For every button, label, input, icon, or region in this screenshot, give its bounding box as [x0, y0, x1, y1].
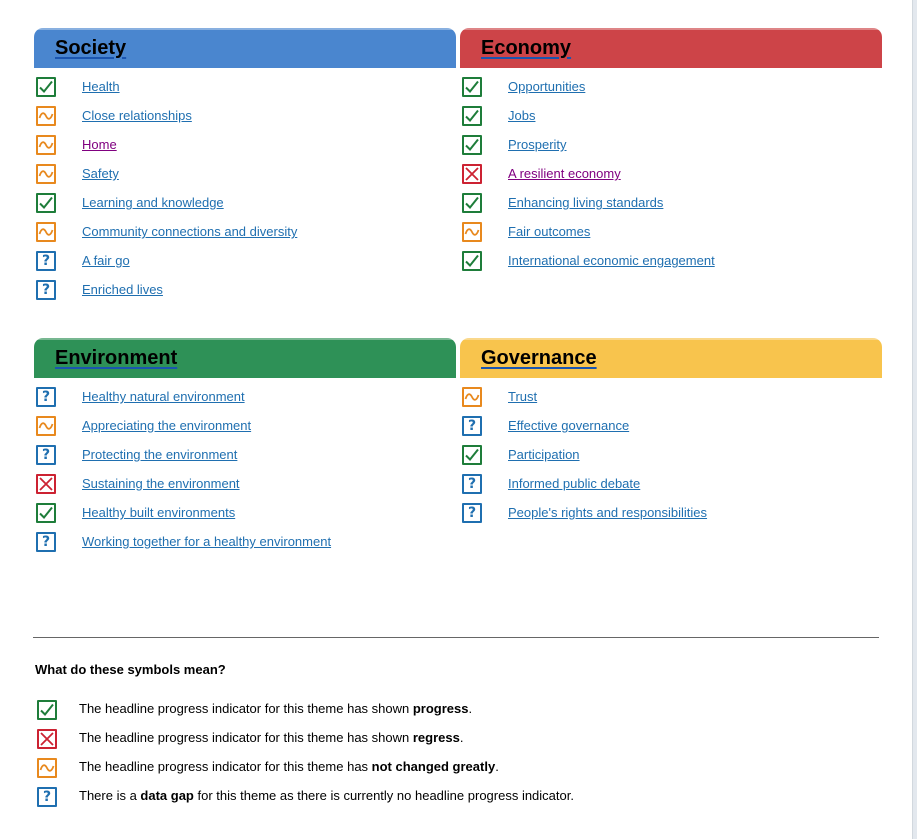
theme-list-economy — [460, 68, 882, 279]
theme-link[interactable]: Enriched lives — [82, 282, 163, 297]
legend-row-progress — [35, 699, 735, 728]
theme-link[interactable]: A fair go — [82, 253, 130, 268]
window-edge — [912, 0, 917, 839]
check-icon — [462, 77, 482, 97]
panel-environment — [34, 338, 456, 560]
theme-item — [34, 473, 456, 502]
theme-list-society — [34, 68, 456, 308]
panel-title-society[interactable]: Society — [55, 37, 127, 59]
theme-item — [460, 192, 882, 221]
panel-title-economy[interactable]: Economy — [481, 37, 572, 59]
theme-item — [460, 386, 882, 415]
panel-governance — [460, 338, 882, 531]
check-icon — [462, 135, 482, 155]
theme-item — [34, 134, 456, 163]
legend-text-bold: regress — [412, 730, 460, 745]
question-icon: ? — [462, 503, 482, 523]
tilde-icon — [36, 106, 56, 126]
cross-icon — [37, 729, 57, 749]
theme-item — [460, 105, 882, 134]
theme-link[interactable]: Learning and knowledge — [82, 195, 224, 210]
theme-link[interactable]: Opportunities — [508, 79, 586, 94]
legend-text — [79, 730, 463, 745]
theme-item — [460, 415, 882, 444]
theme-link[interactable]: A resilient economy — [508, 166, 621, 181]
theme-link[interactable]: Community connections and diversity — [82, 224, 298, 239]
check-icon — [462, 445, 482, 465]
legend-text-bold: progress — [412, 701, 469, 716]
panel-header-economy — [460, 28, 882, 68]
legend-text-before: The headline progress indicator for this theme has shown — [79, 730, 413, 745]
theme-link[interactable]: Close relationships — [82, 108, 192, 123]
theme-item — [34, 192, 456, 221]
theme-item — [34, 386, 456, 415]
theme-link[interactable]: Prosperity — [508, 137, 567, 152]
legend-row-unchanged — [35, 757, 735, 786]
question-icon: ? — [36, 387, 56, 407]
question-icon: ? — [36, 280, 56, 300]
theme-item — [34, 76, 456, 105]
tilde-icon — [462, 222, 482, 242]
theme-item — [460, 250, 882, 279]
theme-link[interactable]: Safety — [82, 166, 119, 181]
theme-link[interactable]: Fair outcomes — [508, 224, 591, 239]
legend-text-after: . — [468, 701, 473, 716]
panel-header-environment — [34, 338, 456, 378]
legend-text-after: . — [495, 759, 499, 774]
question-icon: ? — [37, 787, 57, 807]
theme-item — [34, 105, 456, 134]
question-icon: ? — [36, 532, 56, 552]
tilde-icon — [36, 416, 56, 436]
legend-text — [79, 701, 472, 716]
theme-item — [460, 163, 882, 192]
check-icon — [36, 77, 56, 97]
theme-item — [460, 221, 882, 250]
theme-item — [460, 473, 882, 502]
theme-item — [34, 221, 456, 250]
theme-link[interactable]: Jobs — [508, 108, 536, 123]
theme-link[interactable]: Appreciating the environment — [82, 418, 252, 433]
panel-title-governance[interactable]: Governance — [481, 347, 597, 369]
theme-item — [460, 502, 882, 531]
theme-item — [34, 444, 456, 473]
theme-link[interactable]: Enhancing living standards — [508, 195, 664, 210]
legend-text-after: for this theme as there is currently no headline progress indicator. — [193, 788, 574, 803]
check-icon — [462, 251, 482, 271]
cross-icon — [36, 474, 56, 494]
theme-link[interactable]: Sustaining the environment — [82, 476, 240, 491]
panel-header-society — [34, 28, 456, 68]
section-divider — [33, 637, 879, 638]
legend-text-bold: data gap — [140, 788, 194, 803]
theme-item — [34, 531, 456, 560]
legend-row-gap — [35, 786, 735, 815]
legend-text-after: . — [459, 730, 464, 745]
theme-link[interactable]: Health — [82, 79, 120, 94]
tilde-icon — [36, 222, 56, 242]
tilde-icon — [36, 135, 56, 155]
panel-economy — [460, 28, 882, 279]
theme-link[interactable]: Informed public debate — [508, 476, 641, 491]
theme-link[interactable]: Healthy natural environment — [82, 389, 245, 404]
theme-item — [34, 250, 456, 279]
theme-link[interactable]: Participation — [508, 447, 580, 462]
theme-link[interactable]: Working together for a healthy environment — [82, 534, 332, 549]
check-icon — [37, 700, 57, 720]
theme-item — [460, 134, 882, 163]
tilde-icon — [36, 164, 56, 184]
check-icon — [36, 193, 56, 213]
theme-item — [34, 502, 456, 531]
question-icon: ? — [462, 416, 482, 436]
question-icon: ? — [36, 251, 56, 271]
question-icon: ? — [462, 474, 482, 494]
question-icon: ? — [36, 445, 56, 465]
legend-text-before: The headline progress indicator for this theme has — [79, 759, 372, 774]
check-icon — [462, 193, 482, 213]
panel-header-governance — [460, 338, 882, 378]
check-icon — [462, 106, 482, 126]
symbol-legend — [35, 699, 735, 815]
theme-list-environment — [34, 378, 456, 560]
panel-title-environment[interactable]: Environment — [55, 347, 178, 369]
theme-link[interactable]: Effective governance — [508, 418, 630, 433]
theme-link[interactable]: Protecting the environment — [82, 447, 238, 462]
panel-society — [34, 28, 456, 308]
legend-text — [79, 788, 574, 803]
legend-row-regress — [35, 728, 735, 757]
legend-text-before: There is a — [79, 788, 141, 803]
check-icon — [36, 503, 56, 523]
theme-link[interactable]: Home — [82, 137, 117, 152]
theme-link[interactable]: International economic engagement — [508, 253, 715, 268]
tilde-icon — [462, 387, 482, 407]
theme-item — [460, 76, 882, 105]
tilde-icon — [37, 758, 57, 778]
legend-text-before: The headline progress indicator for this theme has shown — [79, 701, 413, 716]
theme-link[interactable]: Trust — [508, 389, 538, 404]
theme-link[interactable]: People's rights and responsibilities — [508, 505, 708, 520]
theme-link[interactable]: Healthy built environments — [82, 505, 236, 520]
theme-item — [34, 279, 456, 308]
legend-text — [79, 759, 499, 774]
theme-item — [34, 163, 456, 192]
theme-list-governance — [460, 378, 882, 531]
theme-item — [34, 415, 456, 444]
theme-item — [460, 444, 882, 473]
legend-title: What do these symbols mean? — [35, 662, 226, 677]
cross-icon — [462, 164, 482, 184]
legend-text-bold: not changed greatly — [371, 759, 496, 774]
